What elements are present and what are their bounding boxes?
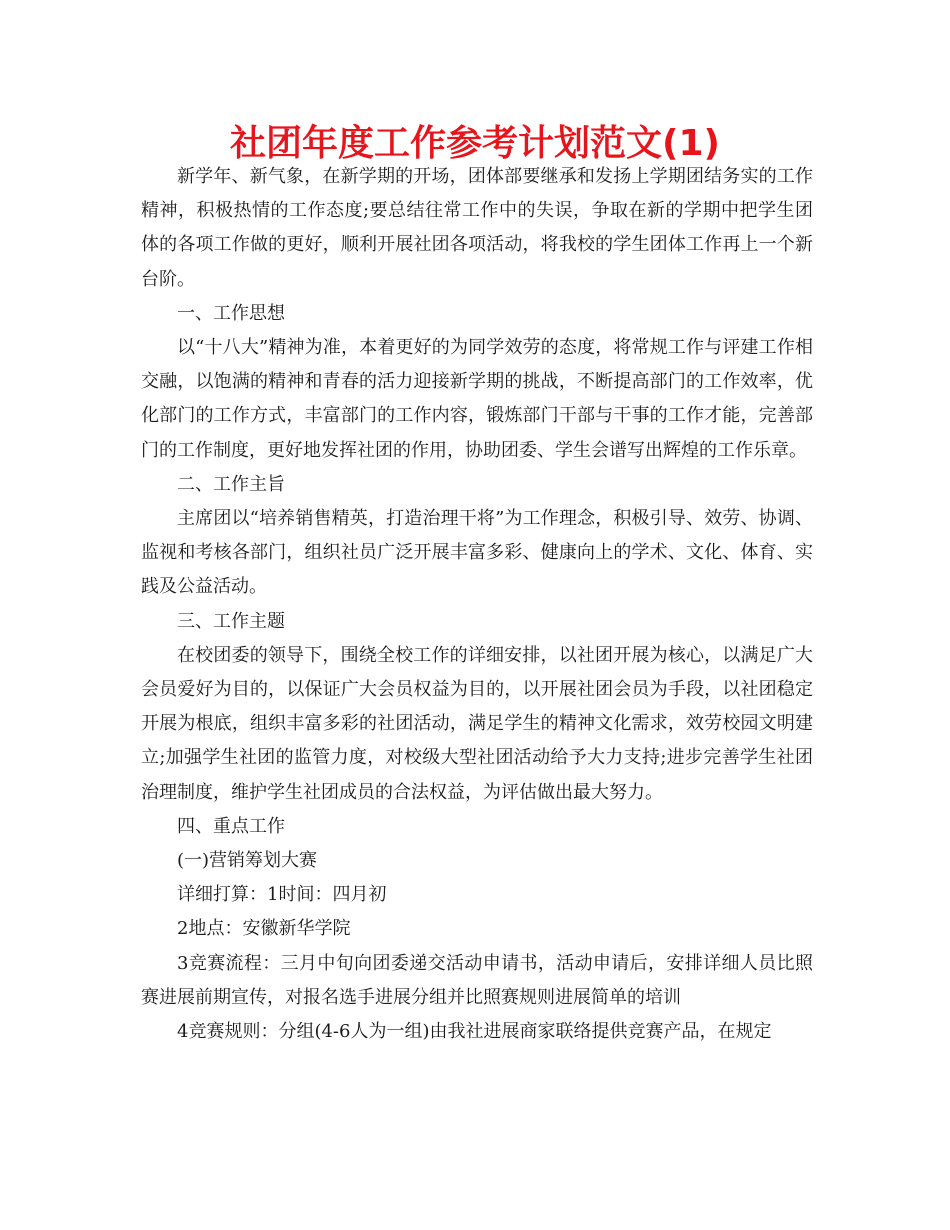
section-heading-4: 四、重点工作 [177, 815, 285, 837]
subsection-heading-1: (一)营销筹划大赛 [177, 850, 318, 872]
paragraph-intro: 新学年、新气象，在新学期的开场，团体部要继承和发扬上学期团结务实的工作精神，积极热情的工作态度;要总结往常工作中的失误，争取在新的学期中把学生团体的各项工作做的更好，顺利开展社团各项活动，将我校的学生团体工作再上一个新台阶。 [141, 166, 813, 290]
document-body [141, 160, 813, 1049]
list-item-process: 3竞赛流程：三月中旬向团委递交活动申请书，活动申请后，安排详细人员比照赛进展前期宣传，对报名选手进展分组并比照赛规则进展简单的培训 [141, 952, 813, 1008]
paragraph-work-purpose: 主席团以“培养销售精英，打造治理干将”为工作理念，积极引导、效劳、协调、监视和考核各部门，组织社员广泛开展丰富多彩、健康向上的学术、文化、体育、实践及公益活动。 [141, 508, 813, 598]
paragraph-work-ideas: 以“十八大”精神为准，本着更好的为同学效劳的态度，将常规工作与评建工作相交融，以饱满的精神和青春的活力迎接新学期的挑战，不断提高部门的工作效率，优化部门的工作方式，丰富部门的工作内容，锻炼部门干部与干事的工作才能，完善部门的工作制度，更好地发挥社团的作用，协助团委、学生会谱写出辉煌的工作乐章。 [141, 337, 813, 461]
list-item-location: 2地点：安徽新华学院 [177, 918, 351, 940]
section-heading-3: 三、工作主题 [177, 610, 285, 632]
document-title: 社团年度工作参考计划范文(1) [230, 123, 720, 164]
section-heading-2: 二、工作主旨 [177, 473, 285, 495]
list-item-time: 详细打算：1时间：四月初 [177, 884, 387, 906]
paragraph-work-theme: 在校团委的领导下，围绕全校工作的详细安排，以社团开展为核心，以满足广大会员爱好为目的，以保证广大会员权益为目的，以开展社团会员为手段，以社团稳定开展为根底，组织丰富多彩的社团活动，满足学生的精神文化需求，效劳校园文明建立;加强学生社团的监管力度，对校级大型社团活动给予大力支持;进步完善学生社团治理制度，维护学生社团成员的合法权益，为评估做出最大努力。 [141, 644, 813, 803]
list-item-rules: 4竞赛规则：分组(4-6人为一组)由我社进展商家联络提供竞赛产品，在规定 [177, 1021, 772, 1043]
section-heading-1: 一、工作思想 [177, 302, 285, 324]
